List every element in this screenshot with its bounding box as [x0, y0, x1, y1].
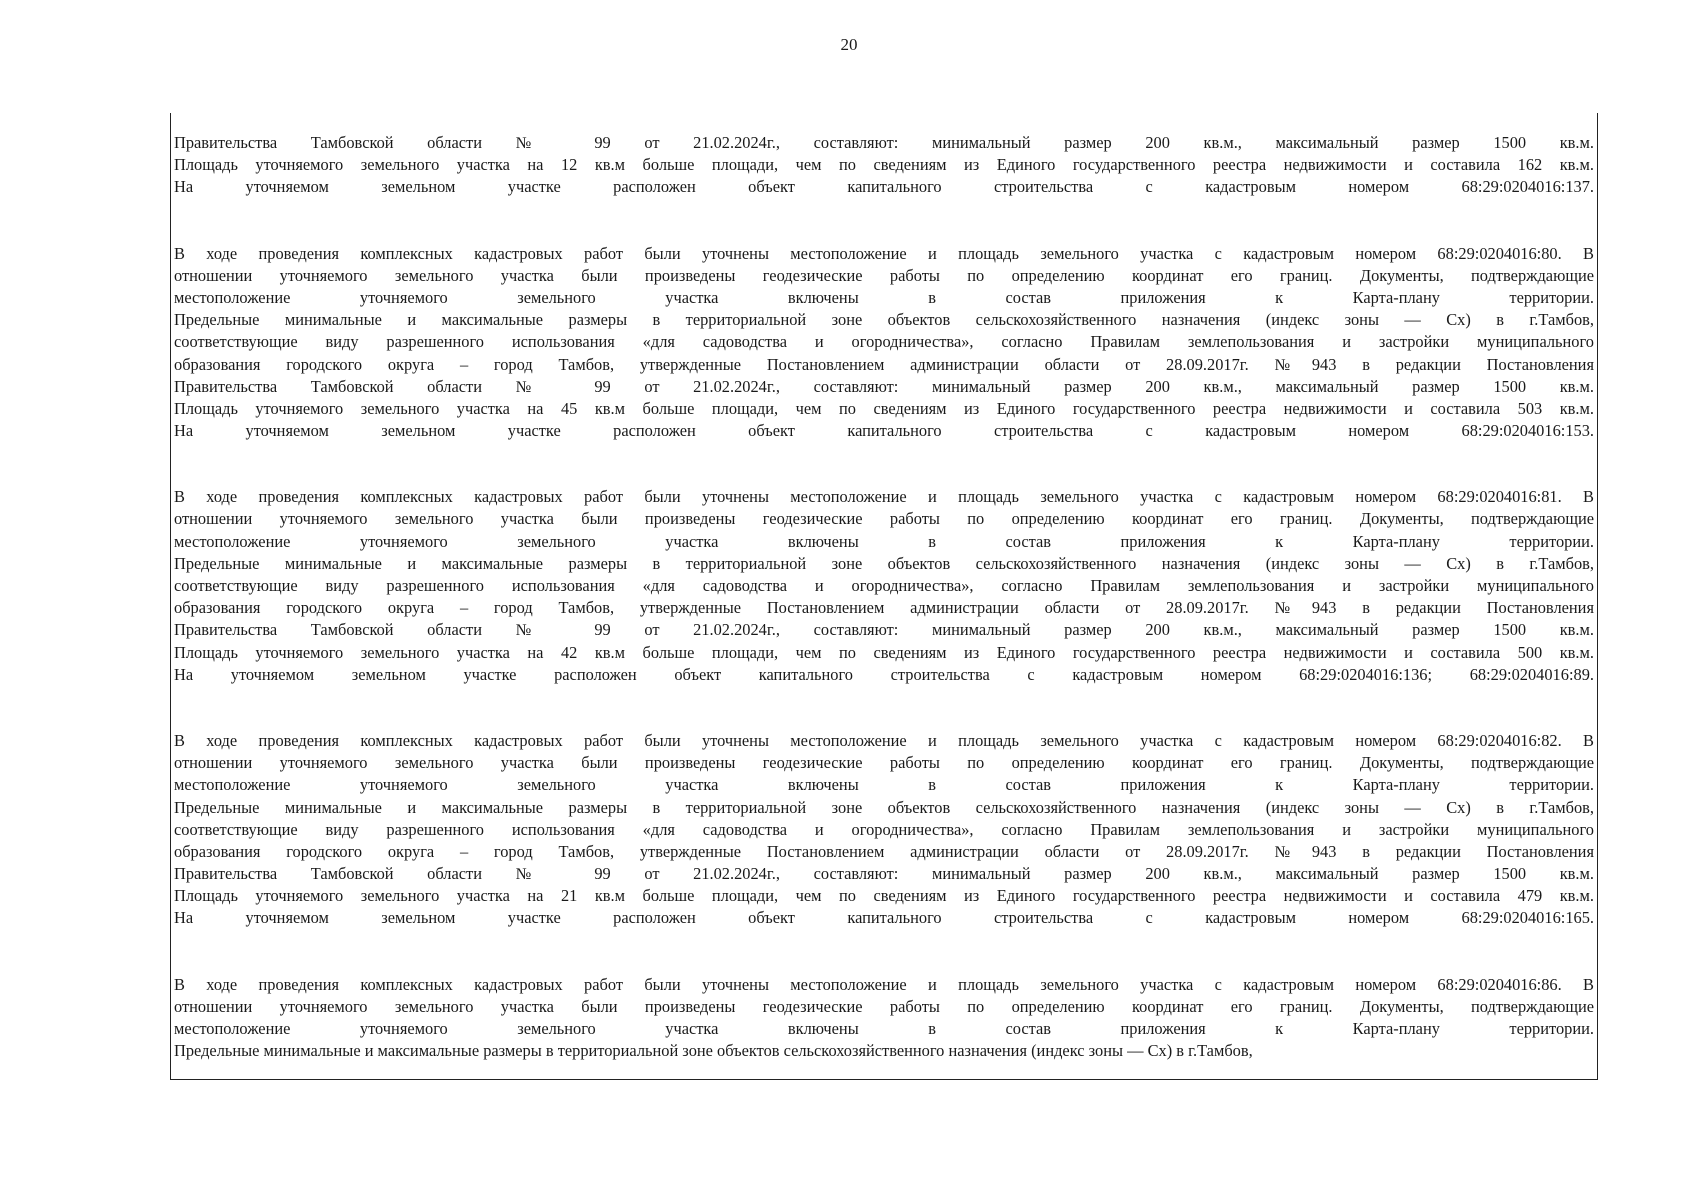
text-line: местоположение уточняемого земельного участка включены в состав приложения к Карта-плану территории.: [174, 531, 1594, 551]
text-line: отношении уточняемого земельного участка были произведены геодезические работы по определению координат его границ. Документы, подтверждающие: [174, 265, 1594, 285]
paragraph: [174, 486, 1594, 686]
text-line: образования городского округа – город Тамбов, утвержденные Постановлением администрации области от 28.09.2017г. №943 в редакции Постановления: [174, 841, 1594, 861]
text-line: На уточняемом земельном участке расположен объект капитального строительства с кадастровым номером 68:29:0204016:165.: [174, 908, 1594, 928]
text-line: местоположение уточняемого земельного участка включены в состав приложения к Карта-плану территории.: [174, 1019, 1594, 1038]
text-line: Предельные минимальные и максимальные размеры в территориальной зоне объектов сельскохозяйственного назначения (индекс зоны — Сх) в г.Тамбов,: [174, 797, 1594, 817]
page-number: 20: [840, 35, 858, 54]
text-line: На уточняемом земельном участке расположен объект капитального строительства с кадастровым номером 68:29:0204016:153.: [174, 421, 1594, 441]
text-line: Предельные минимальные и максимальные размеры в территориальной зоне объектов сельскохозяйственного назначения (индекс зоны — Сх) в г.Тамбов,: [174, 310, 1594, 330]
text-line: Правительства Тамбовской области № 99 от 21.02.2024г., составляют: минимальный размер 200 кв.м., максимальный размер 1500 кв.м.: [174, 620, 1594, 640]
text-line: местоположение уточняемого земельного участка включены в состав приложения к Карта-плану территории.: [174, 287, 1594, 307]
text-line: В ходе проведения комплексных кадастровых работ были уточнены местоположение и площадь земельного участка с кадастровым номером 68:29:0204016:86. В: [174, 974, 1594, 994]
paragraph: [174, 730, 1594, 930]
text-line: Площадь уточняемого земельного участка на 12 кв.м больше площади, чем по сведениям из Единого государственного реестра недвижимости и составила 162 кв.м.: [174, 155, 1594, 175]
document-body: [174, 132, 1594, 1106]
text-line: соответствующие виду разрешенного использования «для садоводства и огородничества», согласно Правилам землепользования и застройки муниципального: [174, 819, 1594, 839]
text-line: На уточняемом земельном участке расположен объект капитального строительства с кадастровым номером 68:29:0204016:137.: [174, 177, 1594, 197]
text-line: Предельные минимальные и максимальные размеры в территориальной зоне объектов сельскохозяйственного назначения (индекс зоны — Сх) в г.Тамбов,: [174, 1041, 1253, 1061]
text-line: В ходе проведения комплексных кадастровых работ были уточнены местоположение и площадь земельного участка с кадастровым номером 68:29:0204016:81. В: [174, 487, 1594, 507]
paragraph: [174, 132, 1594, 199]
text-line: В ходе проведения комплексных кадастровых работ были уточнены местоположение и площадь земельного участка с кадастровым номером 68:29:0204016:82. В: [174, 730, 1594, 750]
text-line: образования городского округа – город Тамбов, утвержденные Постановлением администрации области от 28.09.2017г. №943 в редакции Постановления: [174, 354, 1594, 374]
text-line: Площадь уточняемого земельного участка на 21 кв.м больше площади, чем по сведениям из Единого государственного реестра недвижимости и составила 479 кв.м.: [174, 886, 1594, 906]
text-line: Площадь уточняемого земельного участка на 45 кв.м больше площади, чем по сведениям из Единого государственного реестра недвижимости и составила 503 кв.м.: [174, 398, 1594, 418]
text-line: Площадь уточняемого земельного участка на 42 кв.м больше площади, чем по сведениям из Единого государственного реестра недвижимости и составила 500 кв.м.: [174, 642, 1594, 662]
text-line: Предельные минимальные и максимальные размеры в территориальной зоне объектов сельскохозяйственного назначения (индекс зоны — Сх) в г.Тамбов,: [174, 553, 1594, 573]
text-line: соответствующие виду разрешенного использования «для садоводства и огородничества», согласно Правилам землепользования и застройки муниципального: [174, 332, 1594, 352]
text-line: На уточняемом земельном участке расположен объект капитального строительства с кадастровым номером 68:29:0204016:136; 68:29:0204016:89.: [174, 664, 1594, 684]
text-line: отношении уточняемого земельного участка были произведены геодезические работы по определению координат его границ. Документы, подтверждающие: [174, 996, 1594, 1016]
text-line: отношении уточняемого земельного участка были произведены геодезические работы по определению координат его границ. Документы, подтверждающие: [174, 509, 1594, 529]
text-line: Правительства Тамбовской области № 99 от 21.02.2024г., составляют: минимальный размер 200 кв.м., максимальный размер 1500 кв.м.: [174, 133, 1594, 152]
paragraph: [174, 974, 1594, 1063]
text-line: соответствующие виду разрешенного использования «для садоводства и огородничества», согласно Правилам землепользования и застройки муниципального: [174, 576, 1594, 595]
text-line: В ходе проведения комплексных кадастровых работ были уточнены местоположение и площадь земельного участка с кадастровым номером 68:29:0204016:80. В: [174, 243, 1594, 263]
text-line: Правительства Тамбовской области № 99 от 21.02.2024г., составляют: минимальный размер 200 кв.м., максимальный размер 1500 кв.м.: [174, 864, 1594, 884]
text-line: Правительства Тамбовской области № 99 от 21.02.2024г., составляют: минимальный размер 200 кв.м., максимальный размер 1500 кв.м.: [174, 376, 1594, 396]
paragraph: [174, 243, 1594, 443]
text-line: образования городского округа – город Тамбов, утвержденные Постановлением администрации области от 28.09.2017г. №943 в редакции Постановления: [174, 598, 1594, 618]
text-line: отношении уточняемого земельного участка были произведены геодезические работы по определению координат его границ. Документы, подтверждающие: [174, 753, 1594, 773]
text-line: местоположение уточняемого земельного участка включены в состав приложения к Карта-плану территории.: [174, 775, 1594, 795]
